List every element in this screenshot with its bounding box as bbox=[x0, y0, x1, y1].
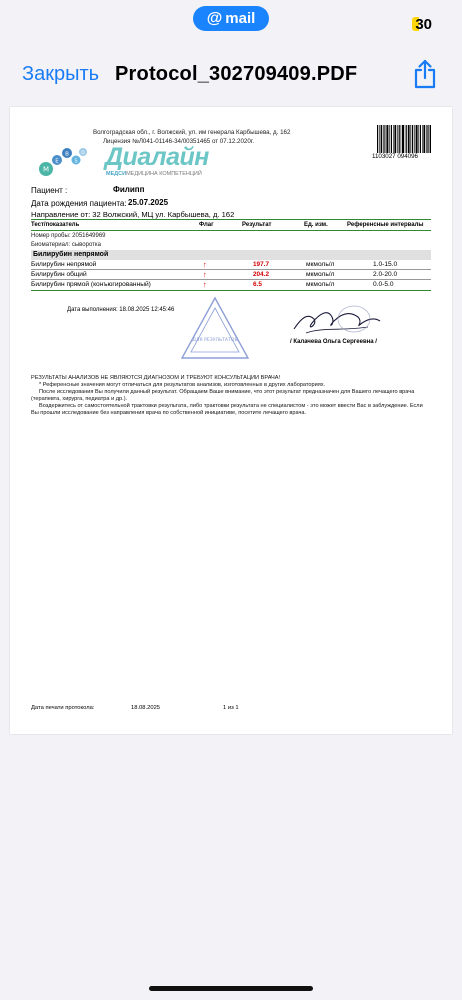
brand-logo-text: Диалайн bbox=[105, 143, 209, 171]
print-date-label: Дата печати протокола: bbox=[31, 705, 95, 711]
logo-letter: M bbox=[42, 165, 50, 174]
table-row bbox=[31, 280, 431, 290]
lab-license: Лицензия №Л041-01146-34/00351465 от 07.12.2020г. bbox=[103, 138, 254, 145]
test-unit: мкмоль/л bbox=[306, 261, 335, 268]
logo-letter: D bbox=[81, 151, 85, 156]
status-bar bbox=[0, 0, 462, 44]
mail-label: mail bbox=[225, 10, 256, 27]
header-bottom-rule bbox=[31, 230, 431, 231]
back-to-mail-button[interactable] bbox=[193, 6, 269, 31]
completion-date: Дата выполнения: 18.08.2025 12:45:46 bbox=[67, 307, 175, 313]
barcode bbox=[377, 125, 431, 153]
note-warning: РЕЗУЛЬТАТЫ АНАЛИЗОВ НЕ ЯВЛЯЮТСЯ ДИАГНОЗОМ И ТРЕБУЮТ КОНСУЛЬТАЦИИ ВРАЧА! bbox=[31, 375, 281, 381]
test-name: Билирубин непрямой bbox=[31, 261, 97, 268]
pdf-page bbox=[10, 107, 452, 734]
at-icon: @ bbox=[206, 9, 223, 27]
logo-letter: B bbox=[65, 151, 69, 158]
test-range: 1.0-15.0 bbox=[373, 261, 398, 268]
header-flag: Флаг bbox=[199, 222, 214, 228]
barcode-number: 1103027 094096 bbox=[372, 153, 418, 160]
referral: Направление от: 32 Волжский, МЦ ул. Карбышева, д. 162 bbox=[31, 210, 235, 219]
test-result: 204.2 bbox=[253, 271, 269, 278]
doctor-name: / Калачева Ольга Сергеевна / bbox=[290, 339, 377, 345]
header-range: Референсные интервалы bbox=[347, 222, 424, 228]
note-reference: * Референсные значения могут отличаться для результатов анализов, изготовленных в других лабораториях. bbox=[39, 382, 326, 388]
battery-level: 30 bbox=[415, 15, 432, 33]
header-unit: Ед. изм. bbox=[304, 222, 328, 228]
home-indicator[interactable] bbox=[149, 986, 313, 991]
patient-label: Пациент : bbox=[31, 186, 68, 195]
table-top-rule bbox=[31, 219, 431, 220]
dob-label: Дата рождения пациента: bbox=[31, 199, 127, 208]
disclaimer-notes bbox=[31, 375, 431, 417]
brand-subtitle bbox=[106, 171, 202, 177]
header-test: Тест/показатель bbox=[31, 222, 80, 228]
page-number: 1 из 1 bbox=[223, 705, 239, 711]
battery-indicator bbox=[412, 16, 432, 32]
nav-bar bbox=[0, 52, 462, 96]
test-result: 197.7 bbox=[253, 261, 269, 268]
test-name: Билирубин прямой (конъюгированный) bbox=[31, 281, 151, 288]
section-header bbox=[31, 250, 431, 260]
note-self-interpretation: Воздержитесь от самостоятельной трактовки результата, либо трактовки результата не специалистом - это может ввести Вас в заблуждение. Если Вы прошли исследование без направления врача по собственной инициативе, посетите лечащего врача. bbox=[31, 403, 423, 416]
stamp-text: ДЛЯ РЕЗУЛЬТАТОВ bbox=[192, 338, 238, 343]
test-unit: мкмоль/л bbox=[306, 281, 335, 288]
header-result: Результат bbox=[242, 222, 272, 228]
flag-up-icon: ↑ bbox=[203, 260, 207, 269]
patient-name: Филипп bbox=[113, 185, 145, 194]
logo-letter: S bbox=[74, 158, 78, 165]
sample-number: Номер пробы: 2051649969 bbox=[31, 233, 106, 239]
lab-address: Волгоградская обл., г. Волжский, ул. им генерала Карбышева, д. 162 bbox=[93, 129, 291, 136]
brand-sub-bold: МЕДСИ bbox=[106, 171, 127, 177]
section-title: Билирубин непрямой bbox=[33, 251, 109, 258]
test-unit: мкмоль/л bbox=[306, 271, 335, 278]
flag-up-icon: ↑ bbox=[203, 270, 207, 279]
table-bottom-rule bbox=[31, 290, 431, 291]
brand-sub-text: МЕДИЦИНА КОМПЕТЕНЦИЙ bbox=[126, 171, 202, 177]
biomaterial: Биоматериал: сыворотка bbox=[31, 242, 101, 248]
close-button[interactable]: Закрыть bbox=[22, 63, 100, 85]
flag-up-icon: ↑ bbox=[203, 280, 207, 289]
document-title: Protocol_302709409.PDF bbox=[115, 63, 358, 85]
share-icon[interactable] bbox=[412, 59, 438, 89]
logo-letter: E bbox=[55, 158, 59, 165]
note-result: После исследования Вы получили данный результат. Обращаем Ваше внимание, что этот результат предназначен для Вашего лечащего врача (терапевта, хирурга, педиатра и др.). bbox=[31, 389, 415, 402]
logo-icon bbox=[36, 145, 100, 177]
lab-stamp bbox=[179, 295, 251, 363]
test-name: Билирубин общий bbox=[31, 271, 87, 278]
doctor-signature bbox=[292, 303, 382, 339]
test-range: 2.0-20.0 bbox=[373, 271, 398, 278]
test-range: 0.0-5.0 bbox=[373, 281, 394, 288]
dob-value: 25.07.2025 bbox=[128, 198, 169, 207]
test-result: 6.5 bbox=[253, 281, 262, 288]
print-date: 18.08.2025 bbox=[131, 705, 161, 711]
